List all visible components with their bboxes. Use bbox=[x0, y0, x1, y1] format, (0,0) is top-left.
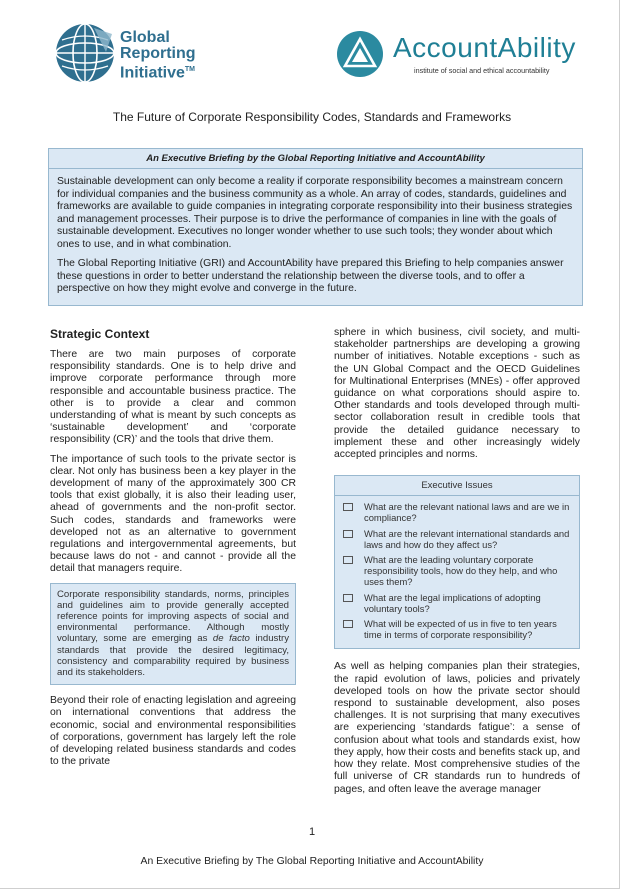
document-title: The Future of Corporate Responsibility Codes, Standards and Frameworks bbox=[112, 110, 512, 124]
executive-briefing-paragraph: Sustainable development can only become a reality if corporate responsibility becomes a mainstream concern for individual companies and the business community as a whole. An array of codes, standards, guidelines and frameworks are available to guide companies in integrating corporate responsibility into their business strategies and management processes. Their purpose is to drive the performance of companies in line with the goals of sustainable development. Executives no longer wonder whether to use such tools; they wonder about which ones to use, and in what combination. bbox=[57, 176, 573, 250]
callout-emphasis: de facto bbox=[212, 633, 250, 645]
body-paragraph: There are two main purposes of corporate responsibility standards. One is to help drive and improve corporate performance through more responsible and accountable business practice. The other is to provide a clear and common understanding of what is meant by such concepts as ‘sustainable development’ and ‘corporate responsibility (CR)’ and the tools that drive them. bbox=[50, 349, 296, 446]
issue-text: What are the leading voluntary corporate responsibility tools, how do they help, and who uses them? bbox=[364, 554, 558, 588]
issue-text: What are the relevant national laws and are we in compliance? bbox=[364, 501, 570, 524]
gri-trademark: TM bbox=[184, 66, 196, 73]
issue-text: What will be expected of us in five to ten years time in terms of corporate responsibility? bbox=[364, 618, 557, 641]
gri-wordmark bbox=[120, 30, 196, 81]
executive-issues-box bbox=[334, 475, 580, 649]
checkbox-icon bbox=[343, 556, 353, 564]
gri-line1: Global bbox=[120, 29, 170, 46]
executive-issues-list bbox=[335, 496, 579, 640]
checkbox-icon bbox=[343, 503, 353, 511]
executive-briefing-body bbox=[49, 169, 582, 296]
accountability-tagline: institute of social and ethical accountability bbox=[414, 66, 550, 75]
callout-text bbox=[57, 589, 289, 679]
body-paragraph: As well as helping companies plan their strategies, the rapid evolution of laws, policies and privately developed tools on how the private sector should respond to sustainable development, also poses challenges. It is not surprising that many executives are experiencing ‘standards fatigue’: a sense of confusion about what tools and standards exist, how they apply, how their costs and benefits stack up, and how they relate. Most comprehensive studies of the full universe of CR standards run to hundreds of pages, and often leave the average manager bbox=[334, 661, 580, 795]
page-footer: An Executive Briefing by The Global Reporting Initiative and AccountAbility bbox=[140, 856, 484, 867]
list-item bbox=[341, 592, 573, 614]
list-item bbox=[341, 501, 573, 523]
body-paragraph: The importance of such tools to the private sector is clear. Not only has business been a key player in the development of many of the approximately 300 CR tools that exist globally, it is also their leading user, ahead of governments and the non-profit sector. Such codes, standards and frameworks were developed not as an alternative to government regulations and intergovernmental agreements, but because laws do not - and cannot - provide all the detail that managers require. bbox=[50, 453, 296, 575]
left-column bbox=[50, 327, 296, 776]
right-column bbox=[334, 327, 580, 803]
globe-icon bbox=[54, 22, 116, 84]
callout-text-start: Corporate responsibility standards, norms, principles and guidelines aim to provide generally accepted reference points for improving aspects of social and environmental performance. Although mostly voluntary, some are emerging as bbox=[57, 588, 289, 645]
accountability-logo bbox=[336, 30, 586, 86]
issue-text: What are the legal implications of adopting voluntary tools? bbox=[364, 591, 541, 614]
list-item bbox=[341, 618, 573, 640]
executive-briefing-heading: An Executive Briefing by the Global Reporting Initiative and AccountAbility bbox=[49, 149, 582, 169]
gri-line3: Initiative bbox=[120, 64, 185, 82]
body-paragraph: Beyond their role of enacting legislation and agreeing on international conventions that address the economic, social and environmental responsibilities of corporations, government has largely left the role of developing related business standards and codes to the private bbox=[50, 695, 296, 768]
list-item bbox=[341, 528, 573, 550]
executive-briefing-paragraph: The Global Reporting Initiative (GRI) and AccountAbility have prepared this Briefing to help companies answer these questions in order to better understand the relationship between the diverse tools, and to offer a perspective on how they might evolve and converge in the future. bbox=[57, 258, 564, 294]
gri-logo bbox=[54, 22, 244, 94]
accountability-triangle-icon bbox=[336, 30, 384, 78]
callout-text-end: industry standards that provide the desired legitimacy, consistency and comparability required by business and its stakeholders. bbox=[57, 633, 289, 679]
checkbox-icon bbox=[343, 594, 353, 602]
issue-text: What are the relevant international standards and laws and how do they affect us? bbox=[364, 527, 570, 550]
list-item bbox=[341, 554, 573, 588]
checkbox-icon bbox=[343, 620, 353, 628]
accountability-name: AccountAbility bbox=[393, 32, 576, 63]
body-paragraph: sphere in which business, civil society, and multi-stakeholder partnerships are developing a growing number of initiatives. Notable exceptions - such as the UN Global Compact and the OECD Guidelines for Multinational Enterprises (MNEs) - offer approved guidance on what corporations should aspire to. Other standards and tools developed through multi-sector collaboration result in credible tools that provide the detailed guidance necessary to implement these and other increasingly widely accepted principles and norms. bbox=[334, 327, 580, 461]
page-number: 1 bbox=[308, 826, 316, 838]
callout-box bbox=[50, 583, 296, 686]
executive-briefing-box bbox=[48, 148, 583, 306]
gri-line2: Reporting bbox=[120, 45, 196, 62]
checkbox-icon bbox=[343, 530, 353, 538]
executive-issues-heading: Executive Issues bbox=[335, 476, 579, 496]
section-title-strategic-context: Strategic Context bbox=[50, 327, 150, 341]
